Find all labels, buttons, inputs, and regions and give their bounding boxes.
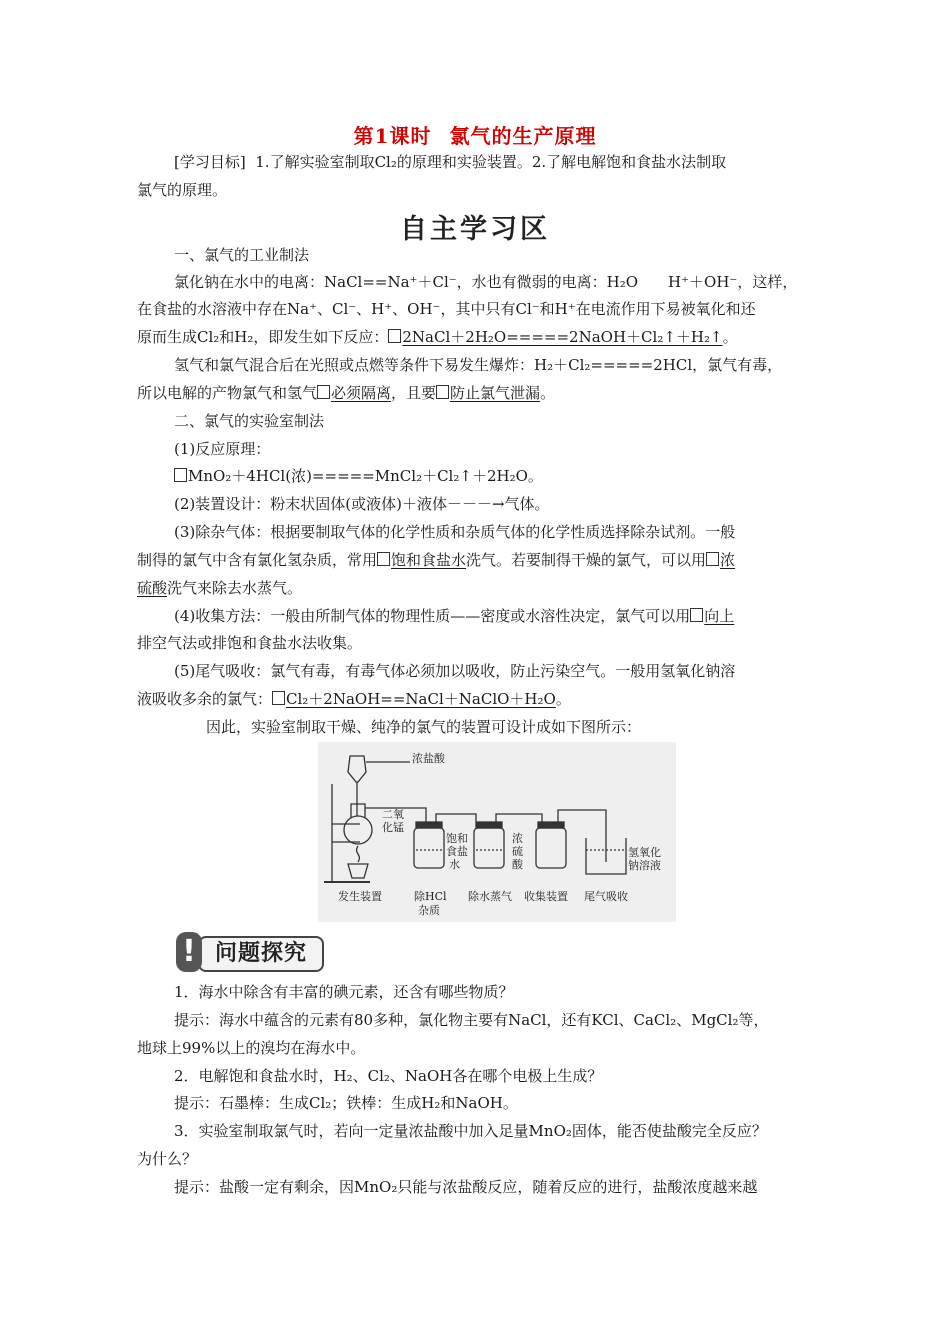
label-conc-hcl: 浓盐酸 [412, 752, 445, 765]
answer-box-icon [690, 608, 703, 622]
stopper-2 [476, 822, 502, 828]
explore-banner [176, 932, 323, 972]
stopper-3 [538, 822, 564, 828]
wash-bottle-1 [414, 828, 444, 868]
delivery-tube-3 [496, 814, 542, 822]
round-flask [344, 816, 372, 844]
part2-s1-equation: MnO₂＋4HCl(浓)=====MnCl₂＋Cl₂↑＋2H₂O。 [174, 466, 543, 486]
caption-water: 除水蒸气 [468, 890, 512, 903]
flame [357, 846, 360, 862]
question-2: 2．电解饱和食盐水时，H₂、Cl₂、NaOH各在哪个电极上生成？ [174, 1067, 603, 1085]
answer-box-icon [388, 329, 401, 343]
lesson-topic: 氯气的生产原理 [449, 124, 597, 148]
part1-para2-line2: 所以电解的产物氯气和氢气 必须隔离，且要 防止氯气泄漏。 [137, 384, 556, 402]
label-h2so4-b: 硫 [512, 845, 523, 858]
part2-s1-heading: (1)反应原理： [174, 440, 271, 458]
label-h2so4-a: 浓 [512, 832, 523, 845]
answer-sulfuric-acid: 硫酸 [137, 579, 168, 597]
answer-electrolysis-equation: 2NaCl＋2H₂O=====2NaOH＋Cl₂↑＋H₂↑ [402, 328, 723, 346]
apparatus-figure [318, 742, 676, 922]
stopper-1 [416, 822, 442, 828]
question-1: 1．海水中除含有丰富的碘元素，还含有哪些物质？ [174, 983, 514, 1001]
part2-s3-line2: 制得的氯气中含有氯化氢杂质，常用 饱和食盐水洗气。若要制得干燥的氯气，可以用 浓 [137, 551, 736, 569]
part1-para2-line1: 氢气和氯气混合后在光照或点燃等条件下易发生爆炸：H₂＋Cl₂=====2HCl，氯气有毒， [174, 356, 783, 374]
answer-conc-part1: 浓 [720, 551, 736, 569]
answer-box-icon [272, 691, 285, 705]
objectives-line-1: [学习目标] 1.了解实验室制取Cl₂的原理和实验装置。2.了解电解饱和食盐水法制取 [174, 153, 727, 171]
objectives-line-2: 氯气的原理。 [137, 181, 228, 199]
label-sat-c: 水 [449, 858, 460, 871]
answer-3-line1: 提示：盐酸一定有剩余，因MnO₂只能与浓盐酸反应，随着反应的进行，盐酸浓度越来越 [174, 1178, 758, 1196]
label-mno2-b: 化锰 [382, 821, 404, 834]
answer-box-icon [317, 385, 330, 399]
answer-box-icon [706, 552, 719, 566]
answer-upward: 向上 [704, 607, 735, 625]
delivery-tube-4 [558, 810, 606, 862]
lesson-title [0, 120, 950, 149]
label-naoh-b: 钠溶液 [628, 859, 661, 872]
caption-generation: 发生装置 [338, 890, 382, 903]
lesson-number: 第1课时 [353, 124, 432, 148]
explore-banner-label: 问题探究 [198, 936, 324, 972]
part2-s4-line2: 排空气法或排饱和食盐水法收集。 [137, 634, 363, 652]
answer-must-separate: 必须隔离 [331, 384, 392, 402]
caption-collect: 收集装置 [524, 890, 568, 903]
label-mno2-a: 二氧 [382, 808, 404, 821]
caption-hcl-a: 除HCl [414, 890, 447, 903]
objectives-tag: [学习目标] [174, 153, 246, 171]
caption-tail: 尾气吸收 [584, 890, 628, 903]
part2-s4-line1: (4)收集方法：一般由所制气体的物理性质——密度或水溶性决定，氯气可以用 向上 [174, 607, 735, 625]
answer-box-icon [436, 385, 449, 399]
label-sat-b: 食盐 [446, 845, 468, 858]
part2-s3-line1: (3)除杂气体：根据要制取气体的化学性质和杂质气体的化学性质选择除杂试剂。一般 [174, 523, 736, 541]
answer-prevent-leak: 防止氯气泄漏 [450, 384, 541, 402]
answer-naoh-equation: Cl₂＋2NaOH==NaCl＋NaClO＋H₂O [286, 690, 556, 708]
part1-heading: 一、氯气的工业制法 [174, 246, 310, 264]
question-3-line1: 3．实验室制取氯气时，若向一定量浓盐酸中加入足量MnO₂固体，能否使盐酸完全反应？ [174, 1122, 767, 1140]
part1-para1-line2: 在食盐的水溶液中存在Na⁺、Cl⁻、H⁺、OH⁻，其中只有Cl⁻和H⁺在电流作用下易被氧化和还 [137, 300, 756, 318]
exclamation-icon: ! [176, 932, 202, 972]
label-h2so4-c: 酸 [512, 858, 523, 871]
label-naoh-a: 氢氧化 [628, 846, 661, 859]
part2-s2: (2)装置设计：粉末状固体(或液体)＋液体－－－→气体。 [174, 495, 550, 513]
label-sat-a: 饱和 [446, 832, 468, 845]
answer-1-line2: 地球上99%以上的溴均在海水中。 [137, 1039, 366, 1057]
answer-box-icon [377, 552, 390, 566]
collection-bottle [536, 828, 566, 868]
part2-s5-line2: 液吸收多余的氯气： Cl₂＋2NaOH==NaCl＋NaClO＋H₂O。 [137, 690, 571, 708]
part2-s5-line1: (5)尾气吸收：氯气有毒，有毒气体必须加以吸收，防止污染空气。一般用氢氧化钠溶 [174, 662, 736, 680]
figure-intro: 因此，实验室制取干燥、纯净的氯气的装置可设计成如下图所示： [206, 718, 642, 736]
answer-2: 提示：石墨棒：生成Cl₂；铁棒：生成H₂和NaOH。 [174, 1094, 518, 1112]
part2-heading: 二、氯气的实验室制法 [174, 412, 325, 430]
answer-1-line1: 提示：海水中蕴含的元素有80多种，氯化物主要有NaCl，还有KCl、CaCl₂、MgCl₂等， [174, 1011, 769, 1029]
separatory-funnel [348, 756, 366, 782]
question-3-line2: 为什么？ [137, 1150, 198, 1168]
section-heading: 自主学习区 [400, 214, 550, 245]
answer-saturated-brine: 饱和食盐水 [391, 551, 467, 569]
wash-bottle-2 [474, 828, 504, 868]
burner [348, 864, 368, 878]
part2-s3-line3: 硫酸洗气来除去水蒸气。 [137, 579, 303, 597]
answer-box-icon [174, 468, 187, 482]
part1-para1-line3: 原而生成Cl₂和H₂，即发生如下反应： 2NaCl＋2H₂O=====2NaOH＋Cl₂↑＋H₂↑。 [137, 328, 738, 346]
delivery-tube-2 [436, 814, 476, 822]
part1-para1-line1: 氯化钠在水中的电离：NaCl==Na⁺＋Cl⁻，水也有微弱的电离：H₂O H⁺＋OH⁻，这样， [174, 273, 798, 291]
caption-hcl-b: 杂质 [418, 904, 440, 917]
